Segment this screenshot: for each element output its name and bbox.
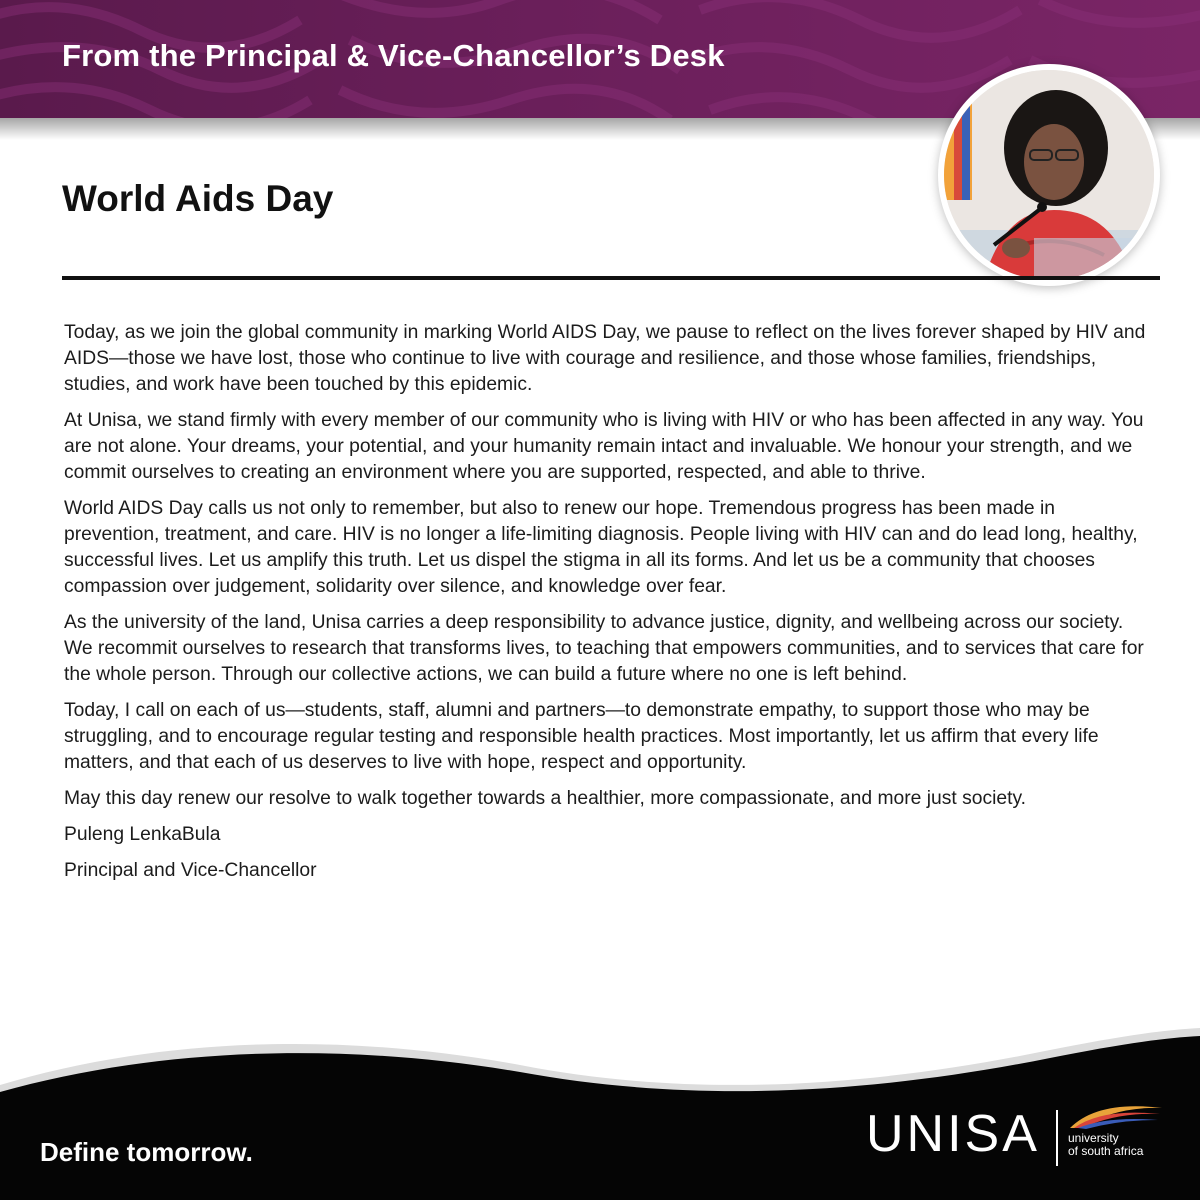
paragraph: As the university of the land, Unisa carries a deep responsibility to advance justice, dignity, and wellbeing across our society. We recommit ourselves to research that transforms lives, to teaching that empowers communities, and to services that care for the whole person. Through our collective actions, we can build a future where no one is left behind. [64, 612, 1144, 685]
signature-name: Puleng LenkaBula [64, 824, 221, 845]
paragraph: At Unisa, we stand firmly with every member of our community who is living with HIV or who has been affected in any way. You are not alone. Your dreams, your potential, and your humanity remain intact and invaluable. We honour your strength, and we commit ourselves to creating an environment where you are supported, respected, and able to thrive. [64, 410, 1144, 483]
header-title: From the Principal & Vice-Chancellor’s Desk [62, 38, 725, 73]
unisa-logo [866, 1098, 1166, 1168]
paragraph: Today, as we join the global community in marking World AIDS Day, we pause to reflect on the lives forever shaped by HIV and AIDS—those we have lost, those who continue to live with courage and resilience, and those whose families, friendships, studies, and work have been touched by this epidemic. [64, 322, 1146, 395]
paragraph: World AIDS Day calls us not only to remember, but also to renew our hope. Tremendous progress has been made in prevention, treatment, and care. HIV is no longer a life-limiting diagnosis. People living with HIV can and do lead long, healthy, successful lives. Let us amplify this truth. Let us dispel the stigma in all its forms. And let us be a community that chooses compassion over judgement, solidarity over silence, and knowledge over fear. [64, 498, 1138, 597]
principal-portrait [944, 70, 1154, 280]
logo-wordmark: UNISA [866, 1105, 1040, 1163]
unisa-swoosh-icon [1068, 1098, 1164, 1132]
logo-divider [1056, 1110, 1058, 1166]
title-divider [62, 276, 1160, 280]
message-body [64, 320, 1154, 894]
portrait-photo [944, 70, 1154, 280]
paragraph: Today, I call on each of us—students, staff, alumni and partners—to demonstrate empathy, to support those who may be struggling, and to encourage regular testing and responsible health practices. Most importantly, let us affirm that every life matters, and that each of us deserves to live with hope, respect and opportunity. [64, 700, 1099, 773]
document-title: World Aids Day [62, 178, 334, 219]
paragraph: May this day renew our resolve to walk together towards a healthier, more compassionate, and more just society. [64, 788, 1027, 809]
tagline: Define tomorrow. [40, 1137, 253, 1167]
logo-subtitle: university of south africa [1068, 1131, 1144, 1158]
signature-role: Principal and Vice-Chancellor [64, 860, 317, 881]
